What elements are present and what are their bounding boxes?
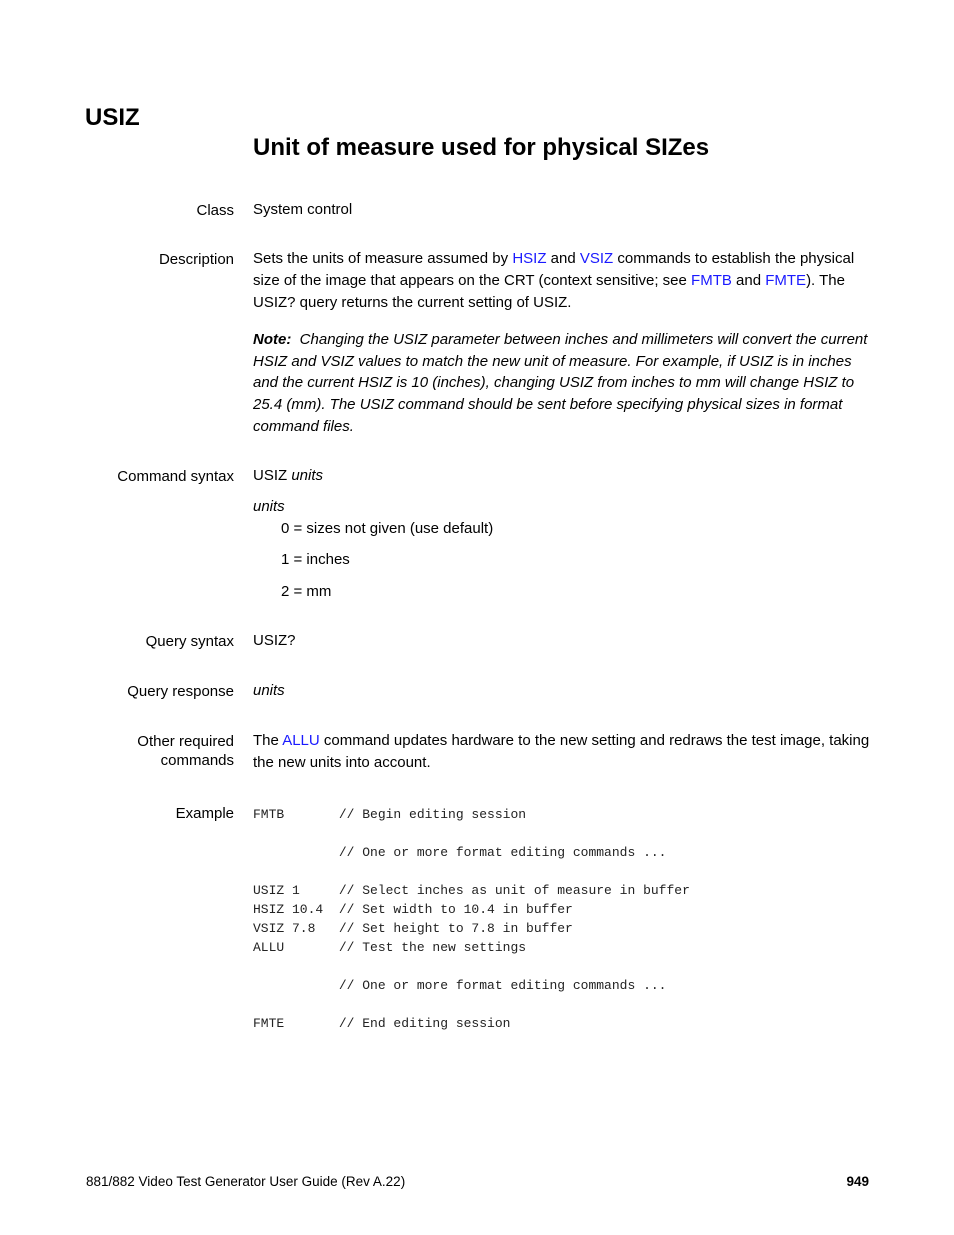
footer-guide-title: 881/882 Video Test Generator User Guide (Rev A.22) bbox=[86, 1174, 406, 1189]
code-line: FMTB // Begin editing session bbox=[253, 807, 527, 822]
fmte-link[interactable]: FMTE bbox=[765, 272, 807, 289]
command-title: USIZ bbox=[85, 104, 140, 131]
class-value: System control bbox=[253, 201, 353, 218]
note-label: Note: bbox=[253, 331, 292, 348]
code-line: USIZ 1 // Select inches as unit of measure in buffer bbox=[253, 883, 690, 898]
code-line bbox=[253, 862, 690, 881]
description-label: Description bbox=[158, 251, 234, 268]
hsiz-link[interactable]: HSIZ bbox=[512, 250, 547, 267]
query-response-value: units bbox=[253, 682, 285, 699]
command-syntax-label: Command syntax bbox=[117, 468, 234, 485]
command-syntax-value: USIZ units bbox=[253, 467, 324, 484]
class-label: Class bbox=[196, 202, 234, 219]
fmtb-link[interactable]: FMTB bbox=[691, 272, 732, 289]
query-response-label: Query response bbox=[127, 683, 234, 700]
code-line: // One or more format editing commands ... bbox=[253, 845, 667, 860]
option-1: 1 = inches bbox=[281, 551, 350, 568]
option-2: 2 = mm bbox=[281, 583, 332, 600]
example-label: Example bbox=[175, 805, 234, 822]
description-text: Sets the units of measure assumed by HSIZ and VSIZ commands to establish the physical size of the image that appears on the CRT (context sensitive; see FMTB and FMTE). The USIZ? query returns the current setting of USIZ. bbox=[253, 250, 855, 311]
other-required-label: Other required commands bbox=[137, 733, 234, 769]
other-required-text: The ALLU command updates hardware to the new setting and redraws the test image, taking the new units into account. bbox=[253, 732, 870, 771]
code-line: ALLU // Test the new settings bbox=[253, 940, 527, 955]
allu-link[interactable]: ALLU bbox=[282, 732, 320, 749]
option-0: 0 = sizes not given (use default) bbox=[281, 520, 494, 537]
code-line: HSIZ 10.4 // Set width to 10.4 in buffer bbox=[253, 902, 573, 917]
code-line bbox=[253, 824, 690, 843]
code-line bbox=[253, 995, 690, 1014]
example-code bbox=[253, 805, 690, 1033]
page-number: 949 bbox=[846, 1174, 869, 1189]
code-line: // One or more format editing commands ... bbox=[253, 978, 667, 993]
note-text: Changing the USIZ parameter between inches and millimeters will convert the current HSIZ and VSIZ values to match the new unit of measure. For example, if USIZ is in inches and the current HSIZ is 10 (inches), changing USIZ from inches to mm will change HSIZ to 25.4 (mm). The USIZ command should be sent before specifying physical sizes in format command files. bbox=[253, 331, 868, 435]
note bbox=[253, 329, 873, 438]
command-subtitle: Unit of measure used for physical SIZes bbox=[253, 134, 710, 161]
code-line bbox=[253, 957, 690, 976]
query-syntax-label: Query syntax bbox=[145, 633, 234, 650]
code-line: VSIZ 7.8 // Set height to 7.8 in buffer bbox=[253, 921, 573, 936]
code-line: FMTE // End editing session bbox=[253, 1016, 511, 1031]
vsiz-link[interactable]: VSIZ bbox=[579, 250, 614, 267]
param-heading: units bbox=[253, 498, 285, 515]
query-syntax-value: USIZ? bbox=[253, 632, 296, 649]
